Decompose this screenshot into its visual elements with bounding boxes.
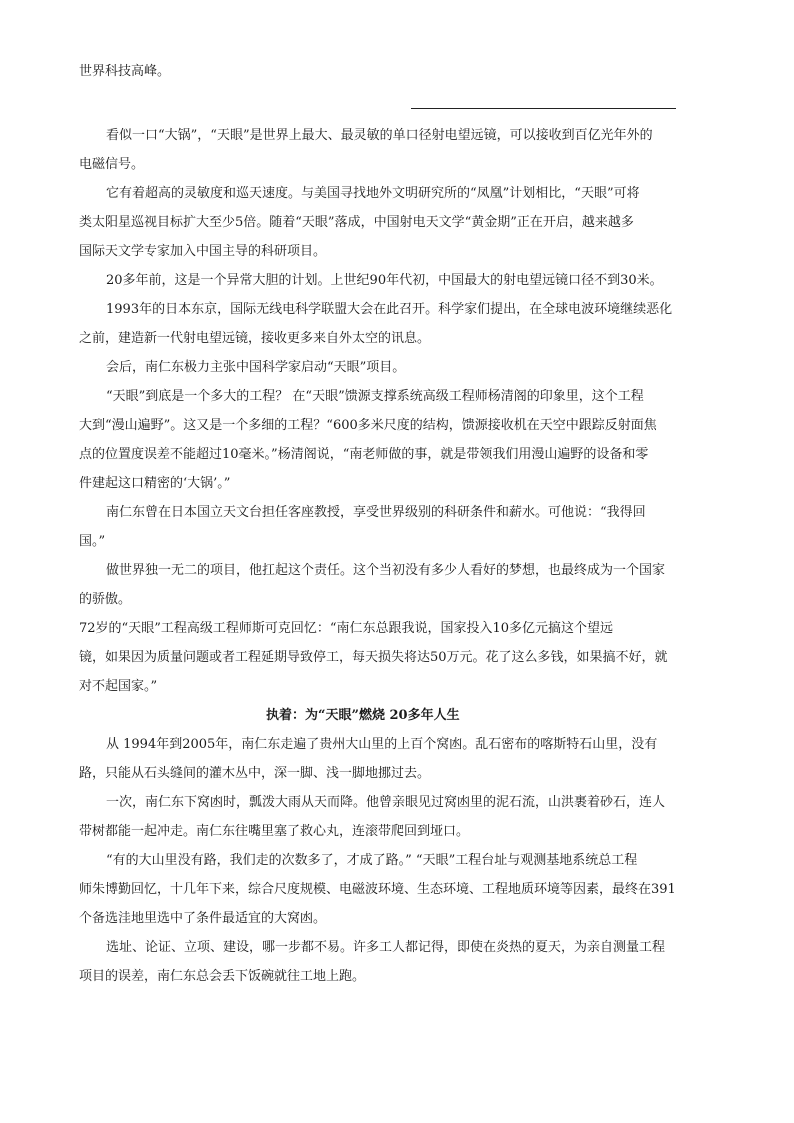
text-line: 个备选洼地里选中了条件最适宜的大窝凼。 [79, 911, 327, 926]
text-line: 它有着超高的灵敏度和巡天速度。与美国寻找地外文明研究所的“凤凰”计划相比，“天眼”可将 [106, 186, 640, 201]
text-line: 会后，南仁东极力主张中国科学家启动“天眼”项目。 [106, 360, 406, 375]
text-line: 大到“漫山遍野”。这又是一个多细的工程？“600多米尺度的结构，馈源接收机在天空中跟踪反射面焦 [79, 418, 657, 433]
text-line: 看似一口“大锅”，“天眼”是世界上最大、最灵敏的单口径射电望远镜，可以接收到百亿光年外的 [106, 128, 653, 143]
text-line: 的骄傲。 [79, 592, 132, 607]
text-line: 世界科技高峰。 [79, 64, 171, 79]
text-line: 一次，南仁东下窝凼时，瓢泼大雨从天而降。他曾亲眼见过窝凼里的泥石流，山洪裹着砂石，连人 [106, 795, 666, 810]
text-line: 师朱博勤回忆，十几年下来，综合尺度规模、电磁波环境、生态环境、工程地质环境等因素，最终在391 [79, 882, 676, 897]
text-line: 南仁东曾在日本国立天文台担任客座教授，享受世界级别的科研条件和薪水。可他说：“我得回 [106, 505, 646, 520]
text-line: 带树都能一起冲走。南仁东往嘴里塞了救心丸，连滚带爬回到垭口。 [79, 824, 470, 839]
text-line: 镜，如果因为质量问题或者工程延期导致停工，每天损失将达50万元。花了这么多钱，如果搞不好，就 [79, 650, 668, 665]
text-line: 路，只能从石头缝间的灌木丛中，深一脚、浅一脚地挪过去。 [79, 766, 431, 781]
text-line: 20多年前，这是一个异常大胆的计划。上世纪90年代初，中国最大的射电望远镜口径不到30米。 [106, 273, 663, 288]
text-line: 选址、论证、立项、建设，哪一步都不易。许多工人都记得，即使在炎热的夏天，为亲自测量工程 [106, 940, 666, 955]
text-line: “天眼”到底是一个多大的工程？ 在“天眼”馈源支撑系统高级工程师杨清阁的印象里，这个工程 [106, 389, 644, 404]
section-heading: 执着：为“天眼”燃烧 20多年人生 [266, 708, 460, 723]
text-line: “有的大山里没有路，我们走的次数多了，才成了路。” “天眼”工程台址与观测基地系统总工程 [106, 853, 638, 868]
text-line: 件建起这口精密的‘大锅’。” [79, 476, 231, 491]
text-line: 72岁的“天眼”工程高级工程师斯可克回忆：“南仁东总跟我说，国家投入10多亿元搞这个望远 [79, 621, 614, 636]
text-line: 之前，建造新一代射电望远镜，接收更多来自外太空的讯息。 [79, 331, 431, 346]
text-line: 1993年的日本东京，国际无线电科学联盟大会在此召开。科学家们提出，在全球电波环境继续恶化 [106, 302, 673, 317]
text-line: 对不起国家。” [79, 679, 158, 694]
text-line: 项目的误差，南仁东总会丢下饭碗就往工地上跑。 [79, 969, 366, 984]
text-line: 电磁信号。 [79, 157, 145, 172]
text-line: 从 1994年到2005年，南仁东走遍了贵州大山里的上百个窝凼。乱石密布的喀斯特石山里，没有 [106, 737, 658, 752]
text-line: 类太阳星巡视目标扩大至少5倍。随着“天眼”落成，中国射电天文学“黄金期”正在开启，越来越多 [79, 215, 634, 230]
text-line: 做世界独一无二的项目，他扛起这个责任。这个当初没有多少人看好的梦想，也最终成为一个国家 [106, 563, 666, 578]
text-line: 点的位置度误差不能超过10毫米。”杨清阁说，“南老师做的事，就是带领我们用漫山遍野的设备和零 [79, 447, 649, 462]
text-line: 国。” [79, 534, 106, 549]
text-line: 国际天文学专家加入中国主导的科研项目。 [79, 244, 327, 259]
answer-blank-line [411, 108, 676, 109]
